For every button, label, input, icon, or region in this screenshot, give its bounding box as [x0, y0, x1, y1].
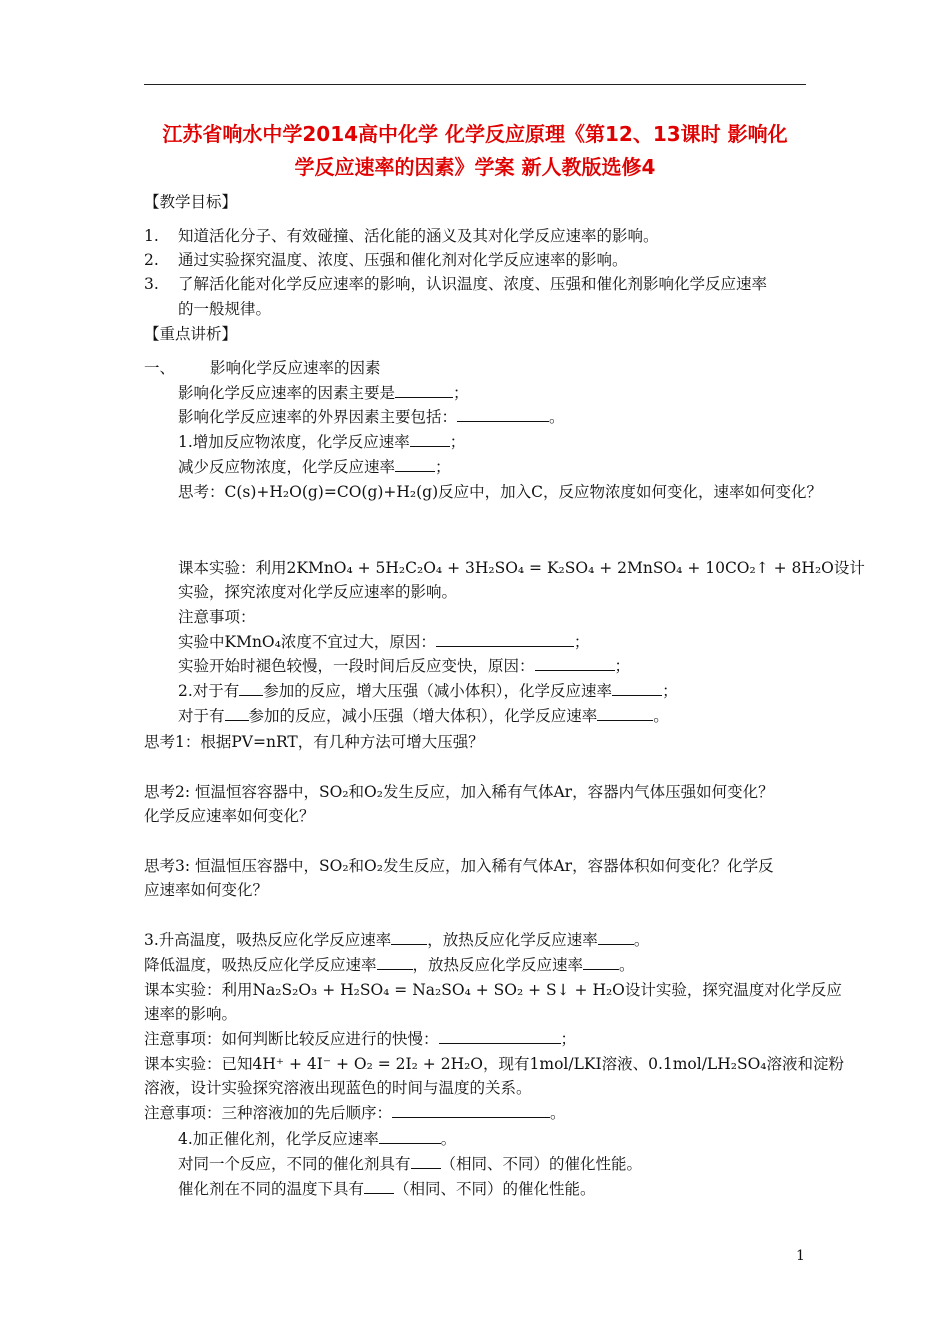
line-catalyst: 4.加正催化剂，化学反应速率 。 — [178, 1130, 457, 1148]
goal-text-2: 通过实验探究温度、浓度、压强和催化剂对化学反应速率的影响。 — [178, 251, 628, 269]
title-line-1: 江苏省响水中学2014高中化学 化学反应原理《第12、13课时 影响化 — [162, 122, 788, 146]
line-think-3: 思考3: 恒温恒压容器中，SO₂和O₂发生反应，加入稀有气体Ar，容器体积如何变化？化学反 — [144, 857, 774, 875]
goal-number-1: 1. — [144, 227, 159, 245]
blank-field — [392, 1102, 550, 1118]
line-concentration-increase: 1.增加反应物浓度，化学反应速率 ； — [178, 433, 466, 451]
line-experiment-kmno4: 课本实验：利用2KMnO₄ + 5H₂C₂O₄ + 3H₂SO₄ = K₂SO₄ + 2MnSO₄ + 10CO₂↑ + 8H₂O设计 — [178, 559, 865, 577]
line-experiment-thiosulfate-cont: 速率的影响。 — [144, 1005, 238, 1023]
section-heading-goals: 【教学目标】 — [144, 193, 238, 211]
header-rule — [144, 84, 806, 85]
line-catalyst-temperature: 催化剂在不同的温度下具有 （相同、不同）的催化性能。 — [178, 1180, 596, 1198]
line-note-order: 注意事项：三种溶液加的先后顺序： 。 — [144, 1104, 566, 1122]
goal-text-3-cont: 的一般规律。 — [178, 300, 272, 318]
blank-field — [583, 954, 619, 970]
goal-number-2: 2. — [144, 251, 159, 269]
line-temperature-decrease: 降低温度，吸热反应化学反应速率 ，放热反应化学反应速率 。 — [144, 956, 635, 974]
blank-field — [225, 705, 249, 721]
blank-field — [439, 1028, 561, 1044]
blank-field — [410, 431, 450, 447]
line-think-3-cont: 应速率如何变化？ — [144, 881, 269, 899]
blank-field — [598, 929, 634, 945]
line-experiment-iodide: 课本实验：已知4H⁺ + 4I⁻ + O₂ = 2I₂ + 2H₂O，现有1mol/LKI溶液、0.1mol/LH₂SO₄溶液和淀粉 — [144, 1055, 844, 1073]
goal-text-3: 了解活化能对化学反应速率的影响，认识温度、浓度、压强和催化剂影响化学反应速率 — [178, 275, 768, 293]
blank-field — [364, 1178, 394, 1194]
goal-text-1: 知道活化分子、有效碰撞、活化能的涵义及其对化学反应速率的影响。 — [178, 227, 659, 245]
document-title — [144, 118, 806, 184]
line-main-factor: 影响化学反应速率的因素主要是 ； — [178, 384, 469, 402]
line-note-rate-judge: 注意事项：如何判断比较反应进行的快慢： ； — [144, 1030, 577, 1048]
blank-field — [436, 631, 574, 647]
part-title: 影响化学反应速率的因素 — [210, 359, 381, 377]
line-experiment-kmno4-cont: 实验，探究浓度对化学反应速率的影响。 — [178, 583, 458, 601]
blank-field — [612, 680, 662, 696]
blank-field — [597, 705, 653, 721]
line-notes-label: 注意事项： — [178, 608, 256, 626]
line-pressure-decrease: 对于有 参加的反应，减小压强（增大体积），化学反应速率 。 — [178, 707, 669, 725]
line-temperature-increase: 3.升高温度，吸热反应化学反应速率 ，放热反应化学反应速率 。 — [144, 931, 650, 949]
line-note-kmno4: 实验中KMnO₄浓度不宜过大，原因： ； — [178, 633, 590, 651]
blank-field — [457, 406, 549, 422]
line-think-1: 思考1：根据PV=nRT，有几种方法可增大压强？ — [144, 733, 484, 751]
line-note-fading: 实验开始时褪色较慢，一段时间后反应变快，原因： ； — [178, 657, 631, 675]
line-experiment-thiosulfate: 课本实验：利用Na₂S₂O₃ + H₂SO₄ = Na₂SO₄ + SO₂ + S↓ + H₂O设计实验，探究温度对化学反应 — [144, 981, 842, 999]
line-concentration-decrease: 减少反应物浓度，化学反应速率 ； — [178, 458, 451, 476]
blank-field — [391, 929, 427, 945]
blank-field — [379, 1128, 441, 1144]
line-think-carbon: 思考：C(s)+H₂O(g)=CO(g)+H₂(g)反应中，加入C，反应物浓度如何变化，速率如何变化？ — [178, 483, 823, 501]
title-line-2: 学反应速率的因素》学案 新人教版选修4 — [294, 155, 656, 179]
part-number: 一、 — [144, 359, 176, 377]
blank-field — [535, 655, 615, 671]
line-experiment-iodide-cont: 溶液，设计实验探究溶液出现蓝色的时间与温度的关系。 — [144, 1079, 532, 1097]
goal-number-3: 3. — [144, 275, 159, 293]
blank-field — [377, 954, 413, 970]
blank-field — [411, 1153, 441, 1169]
line-external-factor: 影响化学反应速率的外界因素主要包括： 。 — [178, 408, 565, 426]
section-heading-key-points: 【重点讲析】 — [144, 325, 238, 343]
blank-field — [239, 680, 263, 696]
line-think-2: 思考2: 恒温恒容容器中，SO₂和O₂发生反应，加入稀有气体Ar，容器内气体压强如何变化？ — [144, 783, 774, 801]
line-think-2-cont: 化学反应速率如何变化？ — [144, 807, 315, 825]
blank-field — [395, 456, 435, 472]
page-number: 1 — [796, 1248, 805, 1264]
line-catalyst-different: 对同一个反应，不同的催化剂具有 （相同、不同）的催化性能。 — [178, 1155, 643, 1173]
blank-field — [395, 382, 453, 398]
line-pressure-increase: 2.对于有 参加的反应，增大压强（减小体积），化学反应速率 ； — [178, 682, 678, 700]
